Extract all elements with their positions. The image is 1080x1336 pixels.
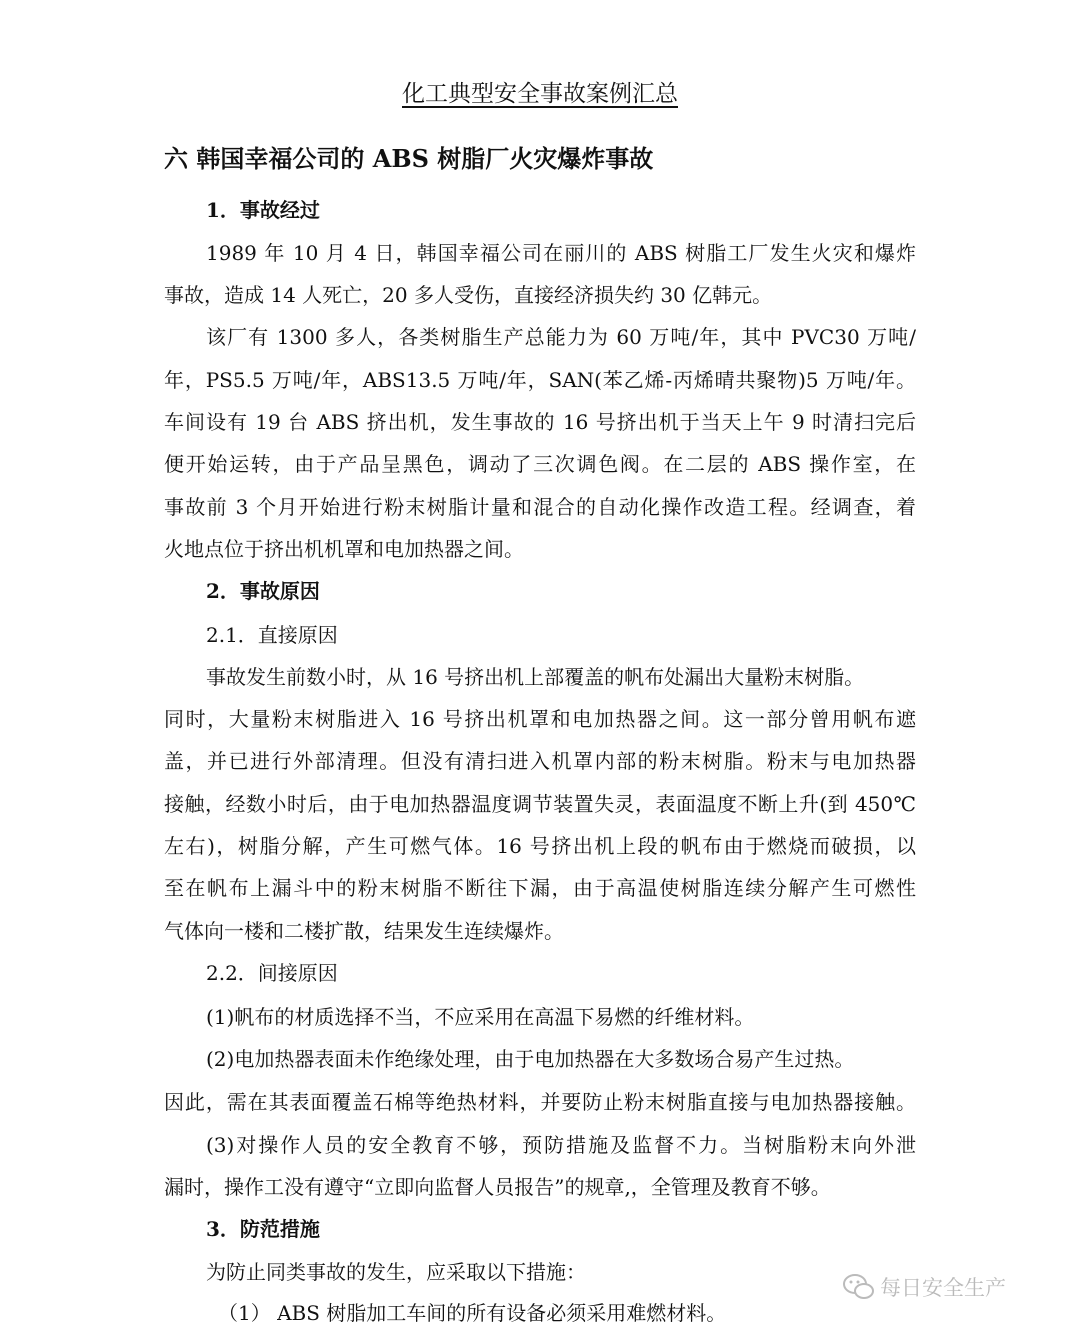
paragraph-line: 左右)，树脂分解，产生可燃气体。16 号挤出机上段的帆布由于燃烧而破损，以 (164, 834, 916, 858)
paragraph-line: 接触，经数小时后，由于电加热器温度调节装置失灵，表面温度不断上升(到 450℃ (164, 792, 916, 816)
paragraph-line: 盖，并已进行外部清理。但没有清扫进入机罩内部的粉末树脂。粉末与电加热器 (164, 749, 916, 773)
paragraph-line: 为防止同类事故的发生，应采取以下措施： (206, 1260, 586, 1284)
paragraph-line: 事故发生前数小时，从 16 号挤出机上部覆盖的帆布处漏出大量粉末树脂。 (206, 665, 865, 689)
paragraph-line: 火地点位于挤出机机罩和电加热器之间。 (164, 537, 524, 561)
paragraph-line: (1)帆布的材质选择不当，不应采用在高温下易燃的纤维材料。 (206, 1005, 755, 1029)
watermark (842, 1272, 1006, 1302)
paragraph-line: 1989 年 10 月 4 日，韩国幸福公司在丽川的 ABS 树脂工厂发生火灾和爆炸 (206, 241, 916, 265)
paragraph-line: 便开始运转，由于产品呈黑色，调动了三次调色阀。在二层的 ABS 操作室，在 (164, 452, 916, 476)
paragraph-line: 事故前 3 个月开始进行粉末树脂计量和混合的自动化操作改造工程。经调查，着 (164, 495, 916, 519)
paragraph-line: 因此，需在其表面覆盖石棉等绝热材料，并要防止粉末树脂直接与电加热器接触。 (164, 1090, 916, 1114)
wechat-icon (842, 1272, 876, 1302)
subheading: 2.2．间接原因 (206, 961, 338, 985)
subheading: 2．事故原因 (206, 579, 320, 603)
paragraph-line: 该厂有 1300 多人，各类树脂生产总能力为 60 万吨/年，其中 PVC30 万吨/ (206, 325, 916, 349)
paragraph-line: 至在帆布上漏斗中的粉末树脂不断往下漏，由于高温使树脂连续分解产生可燃性 (164, 876, 916, 900)
section-heading: 六 韩国幸福公司的 ABS 树脂厂火灾爆炸事故 (164, 144, 654, 173)
paragraph-line: 气体向一楼和二楼扩散，结果发生连续爆炸。 (164, 919, 564, 943)
paragraph-line: 车间设有 19 台 ABS 挤出机，发生事故的 16 号挤出机于当天上午 9 时清扫完后 (164, 410, 916, 434)
paragraph-line: 同时，大量粉末树脂进入 16 号挤出机罩和电加热器之间。这一部分曾用帆布遮 (164, 707, 916, 731)
paragraph-line: 事故，造成 14 人死亡，20 多人受伤，直接经济损失约 30 亿韩元。 (164, 283, 773, 307)
paragraph-line: (2)电加热器表面未作绝缘处理，由于电加热器在大多数场合易产生过热。 (206, 1047, 855, 1071)
watermark-text: 每日安全生产 (880, 1276, 1006, 1300)
subheading: 3．防范措施 (206, 1217, 320, 1241)
subheading: 1．事故经过 (206, 198, 320, 222)
paragraph-line: 漏时，操作工没有遵守“立即向监督人员报告”的规章,，全管理及教育不够。 (164, 1175, 831, 1199)
document-title: 化工典型安全事故案例汇总 (402, 81, 678, 107)
paragraph-line: (3)对操作人员的安全教育不够，预防措施及监督不力。当树脂粉末向外泄 (206, 1133, 916, 1157)
subheading: 2.1．直接原因 (206, 623, 338, 647)
list-item: （1） ABS 树脂加工车间的所有设备必须采用难燃材料。 (218, 1301, 727, 1325)
paragraph-line: 年，PS5.5 万吨/年，ABS13.5 万吨/年，SAN(苯乙烯-丙烯晴共聚物)5 万吨/年。 (164, 368, 916, 392)
